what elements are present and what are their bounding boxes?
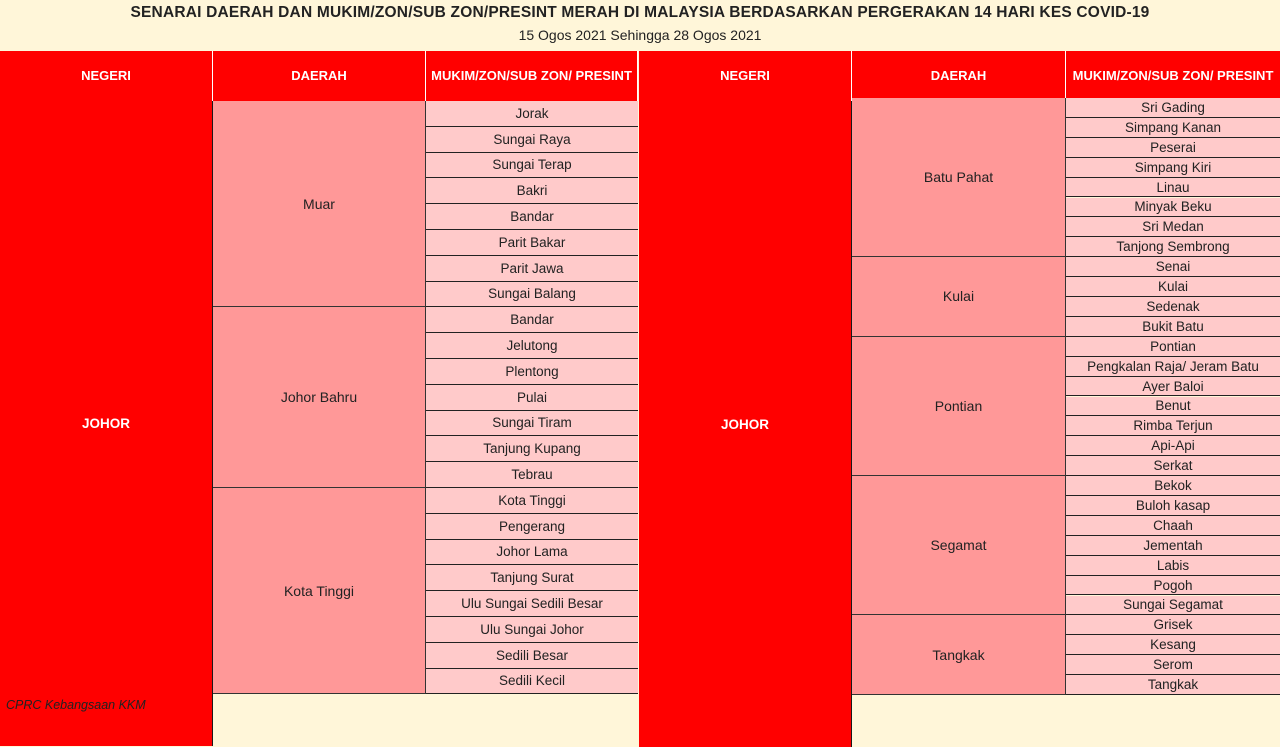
- mukim-cell: Sedili Kecil: [426, 669, 638, 695]
- mukim-cell: Jementah: [1066, 536, 1280, 556]
- daerah-cell: Johor Bahru: [213, 307, 426, 488]
- mukim-cell: Pulai: [426, 385, 638, 411]
- mukim-cell: Tebrau: [426, 462, 638, 488]
- mukim-cell: Pontian: [1066, 337, 1280, 357]
- daerah-cell: Kulai: [852, 257, 1066, 337]
- mukim-cell: Peserai: [1066, 138, 1280, 158]
- mukim-cell: Kulai: [1066, 277, 1280, 297]
- mukim-cell: Linau: [1066, 178, 1280, 198]
- mukim-cell: Simpang Kiri: [1066, 158, 1280, 178]
- negeri-cell: JOHOR: [639, 101, 852, 747]
- daerah-cell: Kota Tinggi: [213, 488, 426, 694]
- daerah-cell: Muar: [213, 101, 426, 307]
- mukim-cell: Sri Gading: [1066, 98, 1280, 118]
- mukim-cell: Sedenak: [1066, 297, 1280, 317]
- mukim-cell: Ulu Sungai Johor: [426, 617, 638, 643]
- mukim-cell: Johor Lama: [426, 540, 638, 566]
- mukim-cell: Bekok: [1066, 476, 1280, 496]
- mukim-cell: Bakri: [426, 178, 638, 204]
- page-title: SENARAI DAERAH DAN MUKIM/ZON/SUB ZON/PRESINT MERAH DI MALAYSIA BERDASARKAN PERGERAKAN 14 HARI KES COVID-19: [130, 4, 1150, 21]
- mukim-cell: Pengerang: [426, 514, 638, 540]
- daerah-cell: Batu Pahat: [852, 98, 1066, 257]
- mukim-cell: Sungai Segamat: [1066, 596, 1280, 616]
- mukim-cell: Ayer Baloi: [1066, 377, 1280, 397]
- daerah-cell: Segamat: [852, 476, 1066, 615]
- mukim-cell: Chaah: [1066, 516, 1280, 536]
- mukim-cell: Rimba Terjun: [1066, 416, 1280, 436]
- mukim-cell: Bukit Batu: [1066, 317, 1280, 337]
- header-daerah: DAERAH: [852, 51, 1066, 101]
- mukim-cell: Tanjong Sembrong: [1066, 237, 1280, 257]
- mukim-cell: Tangkak: [1066, 675, 1280, 695]
- daerah-cell: Tangkak: [852, 615, 1066, 695]
- mukim-cell: Sungai Raya: [426, 127, 638, 153]
- mukim-cell: Buloh kasap: [1066, 496, 1280, 516]
- mukim-cell: Sri Medan: [1066, 217, 1280, 237]
- mukim-cell: Kota Tinggi: [426, 488, 638, 514]
- mukim-cell: Senai: [1066, 257, 1280, 277]
- mukim-cell: Bandar: [426, 307, 638, 333]
- mukim-cell: Tanjung Surat: [426, 565, 638, 591]
- mukim-cell: Sungai Terap: [426, 153, 638, 179]
- mukim-cell: Grisek: [1066, 615, 1280, 635]
- mukim-cell: Labis: [1066, 556, 1280, 576]
- mukim-cell: Kesang: [1066, 635, 1280, 655]
- mukim-cell: Serom: [1066, 655, 1280, 675]
- header-mukim: MUKIM/ZON/SUB ZON/ PRESINT: [1066, 51, 1280, 101]
- header-daerah: DAERAH: [213, 51, 426, 101]
- mukim-cell: Api-Api: [1066, 436, 1280, 456]
- mukim-cell: Serkat: [1066, 456, 1280, 476]
- source-credit: CPRC Kebangsaan KKM: [6, 698, 146, 712]
- negeri-cell: JOHOR: [0, 101, 213, 746]
- mukim-cell: Parit Bakar: [426, 230, 638, 256]
- mukim-cell: Simpang Kanan: [1066, 118, 1280, 138]
- mukim-cell: Sungai Tiram: [426, 411, 638, 437]
- mukim-cell: Benut: [1066, 397, 1280, 417]
- header-mukim: MUKIM/ZON/SUB ZON/ PRESINT: [426, 51, 638, 101]
- mukim-cell: Tanjung Kupang: [426, 436, 638, 462]
- daerah-cell: Pontian: [852, 337, 1066, 476]
- mukim-cell: Sedili Besar: [426, 643, 638, 669]
- mukim-cell: Pengkalan Raja/ Jeram Batu: [1066, 357, 1280, 377]
- mukim-cell: Minyak Beku: [1066, 198, 1280, 218]
- mukim-cell: Jorak: [426, 101, 638, 127]
- header-negeri: NEGERI: [639, 51, 852, 101]
- mukim-cell: Sungai Balang: [426, 282, 638, 308]
- mukim-cell: Bandar: [426, 204, 638, 230]
- mukim-cell: Jelutong: [426, 333, 638, 359]
- date-range: 15 Ogos 2021 Sehingga 28 Ogos 2021: [518, 27, 762, 43]
- mukim-cell: Plentong: [426, 359, 638, 385]
- mukim-cell: Ulu Sungai Sedili Besar: [426, 591, 638, 617]
- mukim-cell: Parit Jawa: [426, 256, 638, 282]
- header-negeri: NEGERI: [0, 51, 213, 101]
- mukim-cell: Pogoh: [1066, 576, 1280, 596]
